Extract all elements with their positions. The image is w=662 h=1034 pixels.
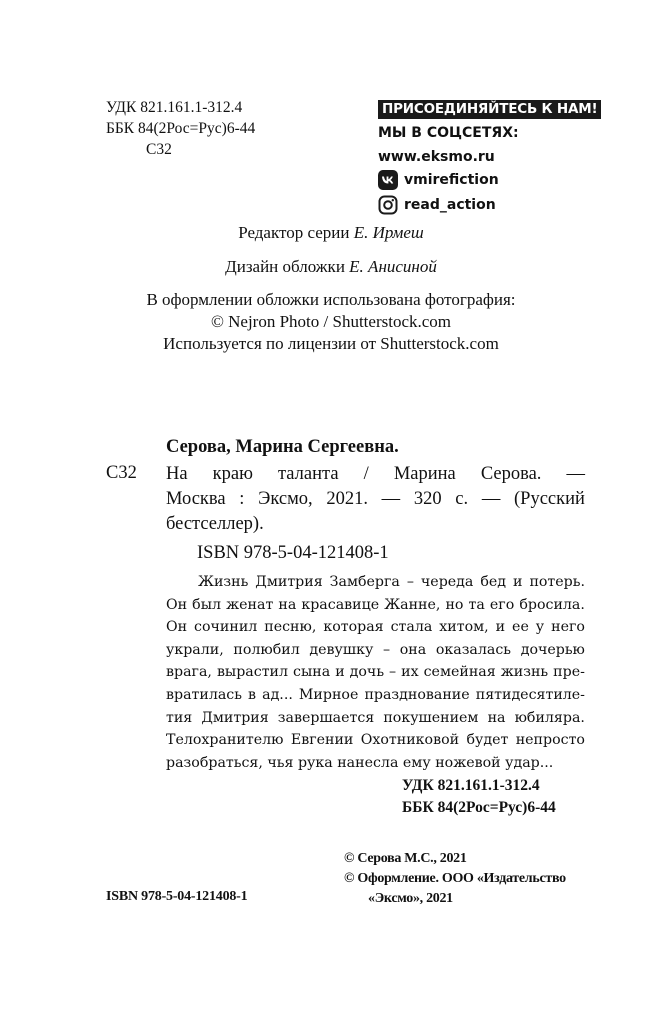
annotation-line	[166, 616, 585, 639]
annotation-line	[166, 707, 585, 730]
social-block	[378, 100, 601, 217]
annotation-line	[166, 729, 585, 752]
annotation-word: песню,	[264, 619, 317, 636]
annotation-word: Дмитрия	[255, 574, 323, 590]
annotation-word: вырастил	[216, 664, 289, 681]
annotation-word: но	[445, 596, 464, 613]
annotation-word: Замберга	[329, 574, 400, 590]
annotation-word: семейная	[423, 664, 496, 681]
editor-name: Е. Ирмеш	[353, 223, 424, 242]
join-banner: ПРИСОЕДИНЯЙТЕСЬ К НАМ!	[378, 100, 601, 119]
annotation-word: которая	[323, 619, 384, 636]
annotation-word: в	[248, 686, 257, 703]
editor-credit	[0, 223, 662, 243]
vk-handle: vmirefiction	[404, 172, 499, 188]
annotation-word: будет	[466, 732, 509, 749]
author-mark: С32	[146, 141, 172, 158]
annotation-word: оказалась	[435, 641, 512, 658]
card-bbk: ББК 84(2Рос=Рус)6-44	[402, 799, 556, 816]
annotation-word: украли,	[166, 641, 224, 658]
photo-credit	[0, 289, 662, 355]
annotation-word: ее	[512, 619, 529, 636]
annotation-word: Телохранителю	[166, 732, 284, 749]
card-udk: УДК 821.161.1-312.4	[402, 777, 540, 794]
annotation-word: вратилась	[166, 686, 242, 703]
photo-credit-line: Используется по лицензии от Shutterstock.com	[163, 334, 499, 353]
annotation-word: она	[399, 641, 427, 658]
annotation-word: –	[382, 641, 391, 658]
annotation-word: полюбил	[233, 641, 300, 658]
card-title-line: бестселлер).	[166, 514, 264, 534]
annotation-word: бед	[480, 574, 507, 590]
annotation-word: его	[489, 596, 515, 613]
annotation-word: женат	[226, 596, 274, 613]
card-author: Серова, Марина Сергеевна.	[166, 437, 399, 457]
bbk-code: ББК 84(2Рос=Рус)6-44	[106, 120, 256, 137]
annotation-word: девушку	[309, 641, 374, 658]
cover-name: Е. Анисиной	[349, 257, 437, 276]
card-title-line: На краю таланта / Марина Серова. —	[166, 464, 585, 484]
annotation-word: Жизнь	[198, 574, 249, 590]
annotation-line	[166, 661, 585, 684]
annotation-word: юбиляра.	[514, 709, 585, 726]
annotation-word: красавице	[301, 596, 380, 613]
annotation-line	[166, 639, 585, 662]
annotation-word: и	[335, 664, 345, 681]
annotation-line	[166, 571, 585, 594]
annotation-word: Охотниковой	[360, 732, 460, 749]
annotation-word: и	[513, 574, 523, 590]
annotation-word: –	[389, 664, 397, 681]
annotation-word: врага,	[166, 664, 212, 681]
card-title	[166, 462, 585, 537]
card-code: С32	[106, 463, 137, 483]
copyright-design-cont: «Эксмо», 2021	[368, 891, 453, 906]
annotation-word: и	[495, 619, 506, 636]
annotation-word: празднование	[364, 686, 470, 703]
annotation-word: у	[535, 619, 545, 636]
annotation-word: сына	[293, 664, 331, 681]
instagram-row[interactable]	[378, 193, 601, 217]
website-link[interactable]: www.eksmo.ru	[378, 149, 495, 165]
classification-codes	[106, 97, 255, 160]
cover-label: Дизайн обложки	[225, 257, 345, 276]
annotation-word: их	[401, 664, 419, 681]
copyright-design: © Оформление. ООО «Издательство	[344, 871, 566, 886]
vk-icon	[378, 170, 398, 190]
card-classification	[402, 775, 556, 819]
annotation-word: потерь.	[529, 574, 585, 590]
annotation-word: непросто	[515, 732, 585, 749]
annotation-word: Он	[166, 596, 188, 613]
annotation-word: на	[278, 596, 297, 613]
annotation-word: та	[468, 596, 485, 613]
cover-credit	[0, 257, 662, 277]
annotation-word: –	[406, 574, 414, 590]
annotation-word: Жанне,	[384, 596, 441, 613]
annotation-word: Дмитрия	[201, 709, 269, 726]
annotation-word: хитом,	[439, 619, 489, 636]
annotation-word: на	[487, 709, 506, 726]
udk-code: УДК 821.161.1-312.4	[106, 99, 243, 116]
vk-row[interactable]	[378, 168, 601, 192]
annotation-word: бросила.	[519, 596, 585, 613]
annotation-word: Мирное	[298, 686, 359, 703]
annotation-line	[166, 684, 585, 707]
annotation-word: него	[551, 619, 585, 636]
card-title-line: Москва : Эксмо, 2021. — 320 с. — (Русский	[166, 489, 585, 509]
card-isbn: ISBN 978-5-04-121408-1	[197, 543, 389, 563]
annotation	[166, 571, 585, 774]
annotation-word: стала	[390, 619, 433, 636]
annotation-word: покушением	[383, 709, 479, 726]
isbn-bottom: ISBN 978-5-04-121408-1	[106, 889, 248, 904]
editor-label: Редактор серии	[238, 223, 350, 242]
annotation-word: Евгении	[290, 732, 354, 749]
annotation-word: пятидесятиле-	[475, 686, 585, 703]
annotation-line	[166, 594, 585, 617]
annotation-word: был	[192, 596, 222, 613]
photo-credit-line: В оформлении обложки использована фотография:	[146, 290, 516, 309]
annotation-word: дочь	[349, 664, 385, 681]
annotation-line: разобраться, чья рука нанесла ему ножевой удар...	[166, 754, 554, 771]
annotation-word: дочерью	[520, 641, 585, 658]
annotation-word: ад...	[262, 686, 293, 703]
instagram-handle: read_action	[404, 197, 496, 213]
annotation-word: жизнь	[500, 664, 549, 681]
annotation-word: завершается	[277, 709, 375, 726]
annotation-word: пре-	[553, 664, 585, 681]
photo-credit-line: © Nejron Photo / Shutterstock.com	[210, 312, 452, 331]
copyright-author: © Серова М.С., 2021	[344, 851, 467, 866]
annotation-word: сочинил	[194, 619, 258, 636]
copyright-block	[344, 849, 566, 909]
instagram-icon	[378, 195, 398, 215]
annotation-word: череда	[420, 574, 474, 590]
social-heading: МЫ В СОЦСЕТЯХ:	[378, 125, 519, 141]
annotation-word: Он	[166, 619, 188, 636]
annotation-word: тия	[166, 709, 193, 726]
